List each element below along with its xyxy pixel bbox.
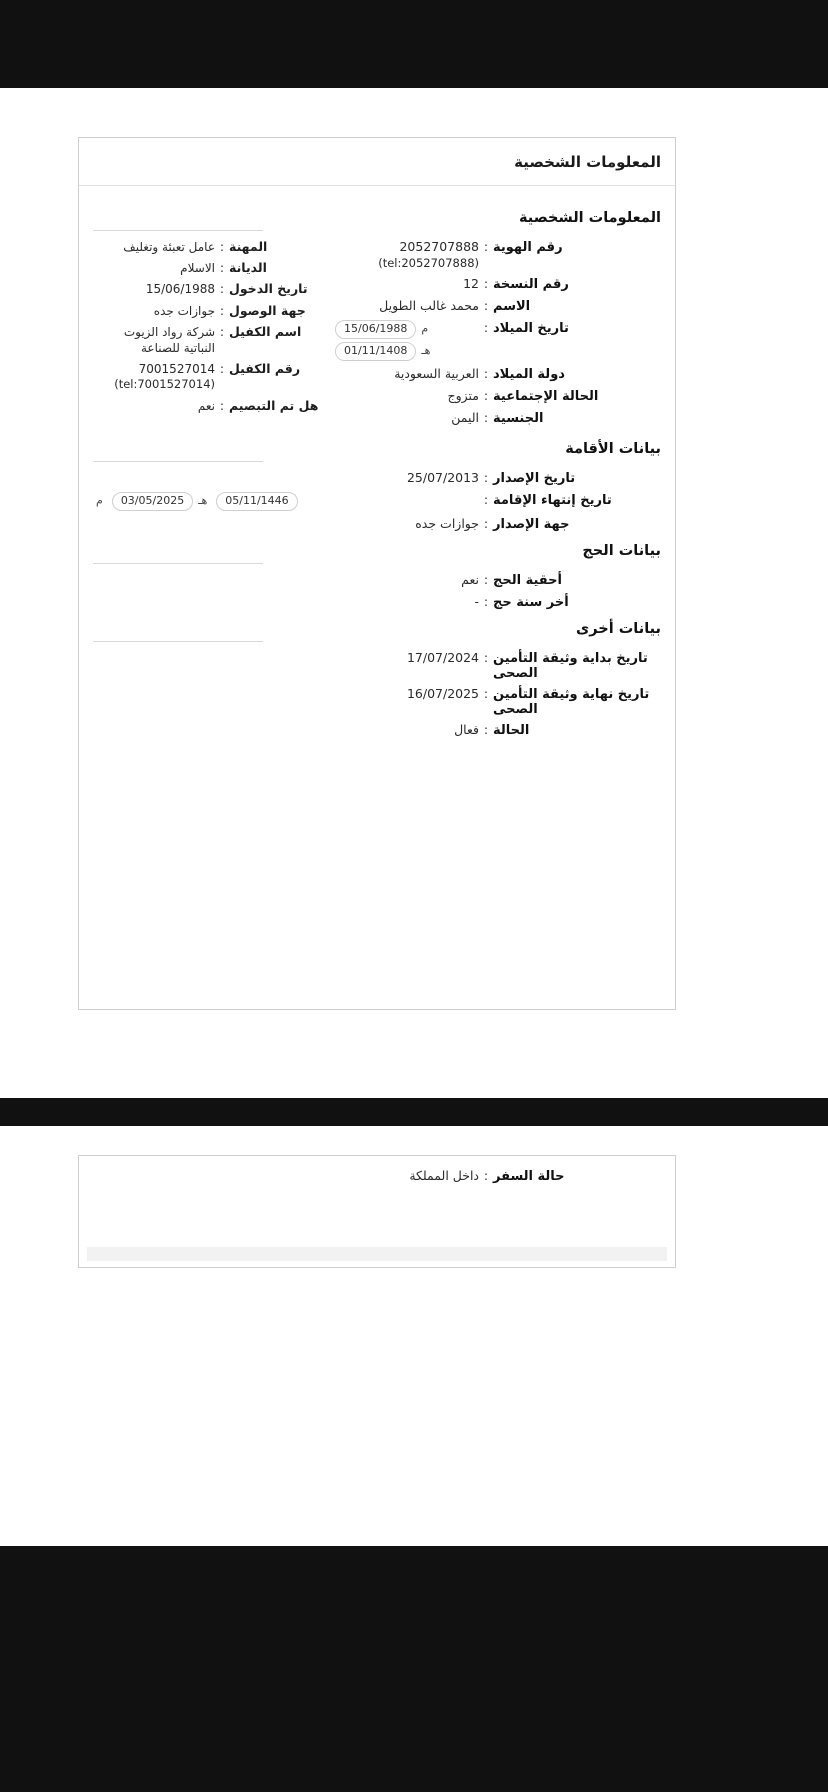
- label-marital-status: الحالة الإجتماعية: [493, 388, 599, 404]
- colon: :: [483, 685, 489, 701]
- value-national-id-tel[interactable]: (tel:2052707888): [378, 255, 479, 270]
- travel-status-card: [78, 1155, 676, 1268]
- value-issue-date: 25/07/2013: [406, 470, 479, 486]
- unit-hijri: هـ: [198, 494, 208, 508]
- label-fingerprinted: هل تم التبصيم: [229, 397, 319, 413]
- card-footer-strip: [87, 1247, 667, 1261]
- row-name: [331, 298, 661, 315]
- row-sponsor-name: [93, 324, 325, 356]
- row-status: [93, 722, 661, 739]
- row-copy-number: [331, 276, 661, 293]
- row-arrival-authority: [93, 303, 325, 319]
- unit-gregorian: م: [421, 322, 429, 336]
- residence-expiry-gregorian-value: 03/05/2025: [112, 492, 193, 511]
- label-insurance-start: تاريخ بداية وثيقة التأمين الصحى: [493, 650, 648, 681]
- label-sponsor-number: رقم الكفيل: [229, 361, 301, 377]
- value-insurance-start: 17/07/2024: [406, 649, 479, 665]
- label-copy-number: رقم النسخة: [493, 277, 569, 293]
- value-national-id-number: 2052707888: [399, 239, 479, 254]
- colon: :: [483, 409, 489, 425]
- other-rows: [93, 650, 661, 739]
- label-residence-expiry: تاريخ إنتهاء الإقامة: [493, 493, 612, 509]
- value-nationality: اليمن: [451, 409, 479, 425]
- value-birth-date: [331, 320, 479, 361]
- label-birth-date: تاريخ الميلاد: [493, 321, 569, 337]
- row-fingerprinted: [93, 398, 325, 414]
- value-arrival-authority: جوازات جده: [153, 303, 215, 318]
- birth-date-gregorian: [331, 320, 431, 339]
- personal-info-card: [78, 137, 676, 1010]
- colon: :: [483, 365, 489, 381]
- colon: :: [483, 649, 489, 665]
- value-status: فعال: [454, 721, 479, 737]
- colon: :: [219, 323, 225, 339]
- card-body-travel: [79, 1156, 675, 1200]
- unit-hijri: هـ: [421, 343, 431, 357]
- section-divider: [93, 461, 263, 462]
- row-marital-status: [331, 388, 661, 405]
- row-religion: [93, 260, 325, 276]
- value-hajj-eligibility: نعم: [461, 572, 479, 588]
- card-header: [79, 138, 675, 186]
- colon: :: [483, 298, 489, 314]
- section-title-hajj: بيانات الحج: [582, 543, 661, 560]
- row-sponsor-number: [93, 361, 325, 393]
- label-travel-status: حالة السفر: [493, 1169, 565, 1184]
- row-insurance-end: [93, 686, 661, 717]
- label-issue-date: تاريخ الإصدار: [493, 471, 576, 487]
- value-religion: الاسلام: [180, 261, 215, 276]
- personal-secondary-column: [93, 239, 331, 431]
- label-nationality: الجنسية: [493, 410, 544, 426]
- row-last-hajj-year: [93, 594, 661, 611]
- row-issue-authority: [93, 516, 661, 533]
- section-divider: [93, 641, 263, 642]
- value-sponsor-tel[interactable]: (tel:7001527014): [114, 377, 215, 392]
- row-travel-status: [93, 1168, 661, 1185]
- section-title-residence: بيانات الأقامة: [565, 441, 661, 458]
- value-issue-authority: جوازات جده: [415, 516, 479, 532]
- row-birth-date: [331, 320, 661, 361]
- colon: :: [219, 302, 225, 318]
- value-copy-number: 12: [463, 276, 479, 292]
- value-sponsor-number: [93, 361, 215, 393]
- label-birth-country: دولة الميلاد: [493, 366, 565, 382]
- unit-gregorian: م: [96, 494, 103, 508]
- colon: :: [483, 387, 489, 403]
- personal-split: [93, 239, 661, 431]
- colon: :: [219, 239, 225, 254]
- colon: :: [219, 361, 225, 377]
- value-travel-status: داخل المملكة: [409, 1168, 479, 1183]
- label-name: الاسم: [493, 299, 531, 315]
- colon: :: [483, 320, 489, 336]
- label-last-hajj-year: أخر سنة حج: [493, 594, 569, 610]
- value-occupation: عامل تعبئة وتغليف: [123, 240, 215, 254]
- value-fingerprinted: نعم: [197, 398, 215, 413]
- label-entry-date: تاريخ الدخول: [229, 281, 308, 297]
- row-hajj-eligibility: [93, 572, 661, 589]
- colon: :: [219, 260, 225, 276]
- personal-main-column: [331, 239, 661, 431]
- hajj-rows: [93, 572, 661, 611]
- colon: :: [483, 492, 489, 508]
- residence-rows: [93, 470, 661, 533]
- value-sponsor-number-text: 7001527014: [138, 362, 215, 377]
- row-residence-expiry: [93, 492, 661, 511]
- value-birth-country: العربية السعودية: [394, 365, 479, 381]
- value-national-id: [331, 239, 479, 271]
- label-religion: الديانة: [229, 260, 267, 276]
- section-title-personal: المعلومات الشخصية: [519, 210, 661, 226]
- residence-expiry-hijri-value: 05/11/1446: [216, 492, 297, 511]
- value-sponsor-name: شركة رواد الزيوت النباتية للصناعة: [123, 324, 215, 355]
- label-occupation: المهنة: [229, 239, 268, 254]
- row-occupation: [93, 239, 325, 255]
- section-divider: [93, 563, 263, 564]
- row-birth-country: [331, 366, 661, 383]
- colon: :: [483, 1168, 489, 1183]
- label-insurance-end: تاريخ نهاية وثيقة التأمين الصحى: [493, 686, 650, 717]
- value-insurance-end: 16/07/2025: [406, 685, 479, 701]
- colon: :: [483, 276, 489, 292]
- label-status: الحالة: [493, 722, 530, 738]
- section-title-other: بيانات أخرى: [575, 620, 661, 637]
- page-title: المعلومات الشخصية: [514, 152, 661, 171]
- travel-rows: [93, 1168, 661, 1185]
- colon: :: [483, 516, 489, 532]
- value-residence-expiry: [93, 492, 479, 511]
- value-entry-date: 15/06/1988: [145, 282, 215, 297]
- row-nationality: [331, 410, 661, 427]
- value-name: محمد غالب الطويل: [379, 298, 479, 314]
- label-arrival-authority: جهة الوصول: [229, 302, 306, 318]
- value-last-hajj-year: -: [474, 593, 479, 609]
- row-entry-date: [93, 281, 325, 297]
- colon: :: [219, 281, 225, 297]
- label-hajj-eligibility: أحقية الحج: [493, 573, 562, 589]
- row-national-id: [331, 239, 661, 271]
- row-insurance-start: [93, 650, 661, 681]
- colon: :: [483, 721, 489, 737]
- row-issue-date: [93, 470, 661, 487]
- label-national-id: رقم الهوية: [493, 240, 563, 255]
- section-divider: [93, 230, 263, 231]
- colon: :: [483, 593, 489, 609]
- card-body: [79, 186, 675, 754]
- colon: :: [483, 239, 489, 254]
- label-issue-authority: جهة الإصدار: [493, 517, 570, 533]
- colon: :: [219, 397, 225, 413]
- value-marital-status: متزوج: [447, 387, 479, 403]
- birth-date-gregorian-value: 15/06/1988: [335, 320, 416, 339]
- colon: :: [483, 572, 489, 588]
- birth-date-hijri-value: 01/11/1408: [335, 342, 416, 361]
- birth-date-hijri: [331, 342, 433, 361]
- colon: :: [483, 470, 489, 486]
- label-sponsor-name: اسم الكفيل: [229, 323, 302, 339]
